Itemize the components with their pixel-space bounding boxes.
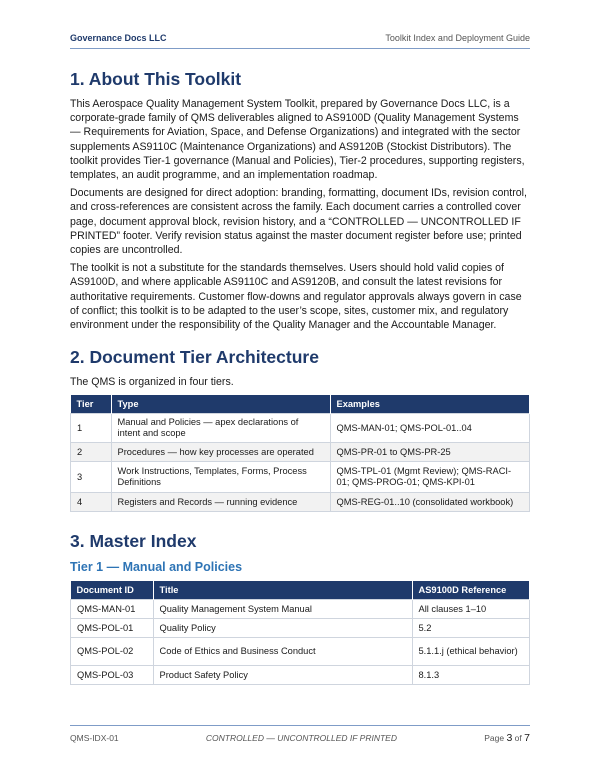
header-doc-title: Toolkit Index and Deployment Guide [385, 33, 530, 43]
page-footer [70, 725, 530, 744]
table-row [71, 619, 530, 638]
title-cell: Code of Ethics and Business Conduct [153, 638, 412, 666]
section-3-heading: 3. Master Index [70, 531, 197, 552]
title-cell: Quality Policy [153, 619, 412, 638]
section-3-subheading: Tier 1 — Manual and Policies [70, 560, 243, 575]
title-cell: Product Safety Policy [153, 666, 412, 685]
table-row [71, 666, 530, 685]
footer-control-notice: CONTROLLED — UNCONTROLLED IF PRINTED [205, 733, 397, 743]
examples-cell: QMS-PR-01 to QMS-PR-25 [330, 443, 530, 462]
type-cell: Registers and Records — running evidence [111, 493, 330, 512]
section-1-paragraph: The toolkit is not a substitute for the standards themselves. Users should hold valid copies of AS9100D, and where applicable AS9110C and AS9120B, and consult the latest revisions for authoritative requirements. Customer flow-downs and regulator approvals always govern in case of conflict; this toolkit is to be adapted to the user’s scope, sites, customer mix, and regulatory environment under the responsibility of the Quality Manager and the Accountable Manager. [70, 262, 522, 332]
page-of-label: of [514, 733, 522, 743]
examples-cell: QMS-TPL-01 (Mgmt Review); QMS-RACI-01; QMS-PROG-01; QMS-KPI-01 [330, 462, 530, 493]
tier-cell: 4 [71, 493, 112, 512]
page-label: Page [484, 733, 505, 743]
section-1-paragraph: Documents are designed for direct adoption: branding, formatting, document IDs, revision control, and cross-references are consistent across the family. Each document carries a controlled cover page, document approval block, revision history, and a “CONTROLLED — UNCONTROLLED IF PRINTED” footer. Verify revision status against the master document register before use; printed copies are uncontrolled. [70, 187, 527, 257]
reference-cell: All clauses 1–10 [412, 600, 530, 619]
page-header [70, 33, 530, 49]
section-1-heading: 1. About This Toolkit [70, 69, 242, 89]
table-row [71, 638, 530, 666]
examples-cell: QMS-REG-01..10 (consolidated workbook) [330, 493, 530, 512]
master-index-table [70, 581, 530, 685]
document-id-cell: QMS-POL-02 [71, 638, 154, 666]
section-2-intro: The QMS is organized in four tiers. [70, 376, 234, 389]
table-row [71, 462, 530, 493]
table-row [71, 414, 530, 443]
page-content [70, 68, 530, 685]
title-cell: Quality Management System Manual [153, 600, 412, 619]
page-current: 3 [506, 732, 513, 744]
document-id-cell: QMS-MAN-01 [71, 600, 154, 619]
tier-cell: 1 [71, 414, 112, 443]
table-row [71, 600, 530, 619]
type-cell: Procedures — how key processes are operated [111, 443, 330, 462]
column-header-title: Title [153, 581, 412, 600]
document-id-cell: QMS-POL-01 [71, 619, 154, 638]
tier-cell: 2 [71, 443, 112, 462]
section-1-paragraph: This Aerospace Quality Management System Toolkit, prepared by Governance Docs LLC, is a corporate-grade family of QMS deliverables aligned to AS9100D (Quality Management Systems — Requirements for Aviation, Space, and Defense Organizations) and integrated with the sector supplements AS9110C (Maintenance Organizations) and AS9120B (Stockist Distributors). The toolkit provides Tier-1 governance (Manual and Policies), Tier-2 procedures, supporting registers, templates, an audit programme, and an implementation roadmap. [70, 98, 525, 182]
header-org: Governance Docs LLC [70, 33, 167, 43]
footer-page-number [484, 732, 530, 744]
table-row [71, 493, 530, 512]
tier-table [70, 395, 530, 512]
reference-cell: 5.1.1.j (ethical behavior) [412, 638, 530, 666]
column-header-examples: Examples [330, 395, 530, 414]
page-total: 7 [524, 732, 530, 744]
footer-doc-id: QMS-IDX-01 [70, 733, 119, 743]
section-2-heading: 2. Document Tier Architecture [70, 347, 319, 368]
reference-cell: 5.2 [412, 619, 530, 638]
examples-cell: QMS-MAN-01; QMS-POL-01..04 [330, 414, 530, 443]
table-header-row [71, 395, 530, 414]
tier-cell: 3 [71, 462, 112, 493]
type-cell: Manual and Policies — apex declarations of intent and scope [111, 414, 330, 443]
column-header-reference: AS9100D Reference [412, 581, 530, 600]
table-row [71, 443, 530, 462]
type-cell: Work Instructions, Templates, Forms, Process Definitions [111, 462, 330, 493]
reference-cell: 8.1.3 [412, 666, 530, 685]
column-header-tier: Tier [71, 395, 112, 414]
column-header-document-id: Document ID [71, 581, 154, 600]
table-header-row [71, 581, 530, 600]
document-id-cell: QMS-POL-03 [71, 666, 154, 685]
column-header-type: Type [111, 395, 330, 414]
